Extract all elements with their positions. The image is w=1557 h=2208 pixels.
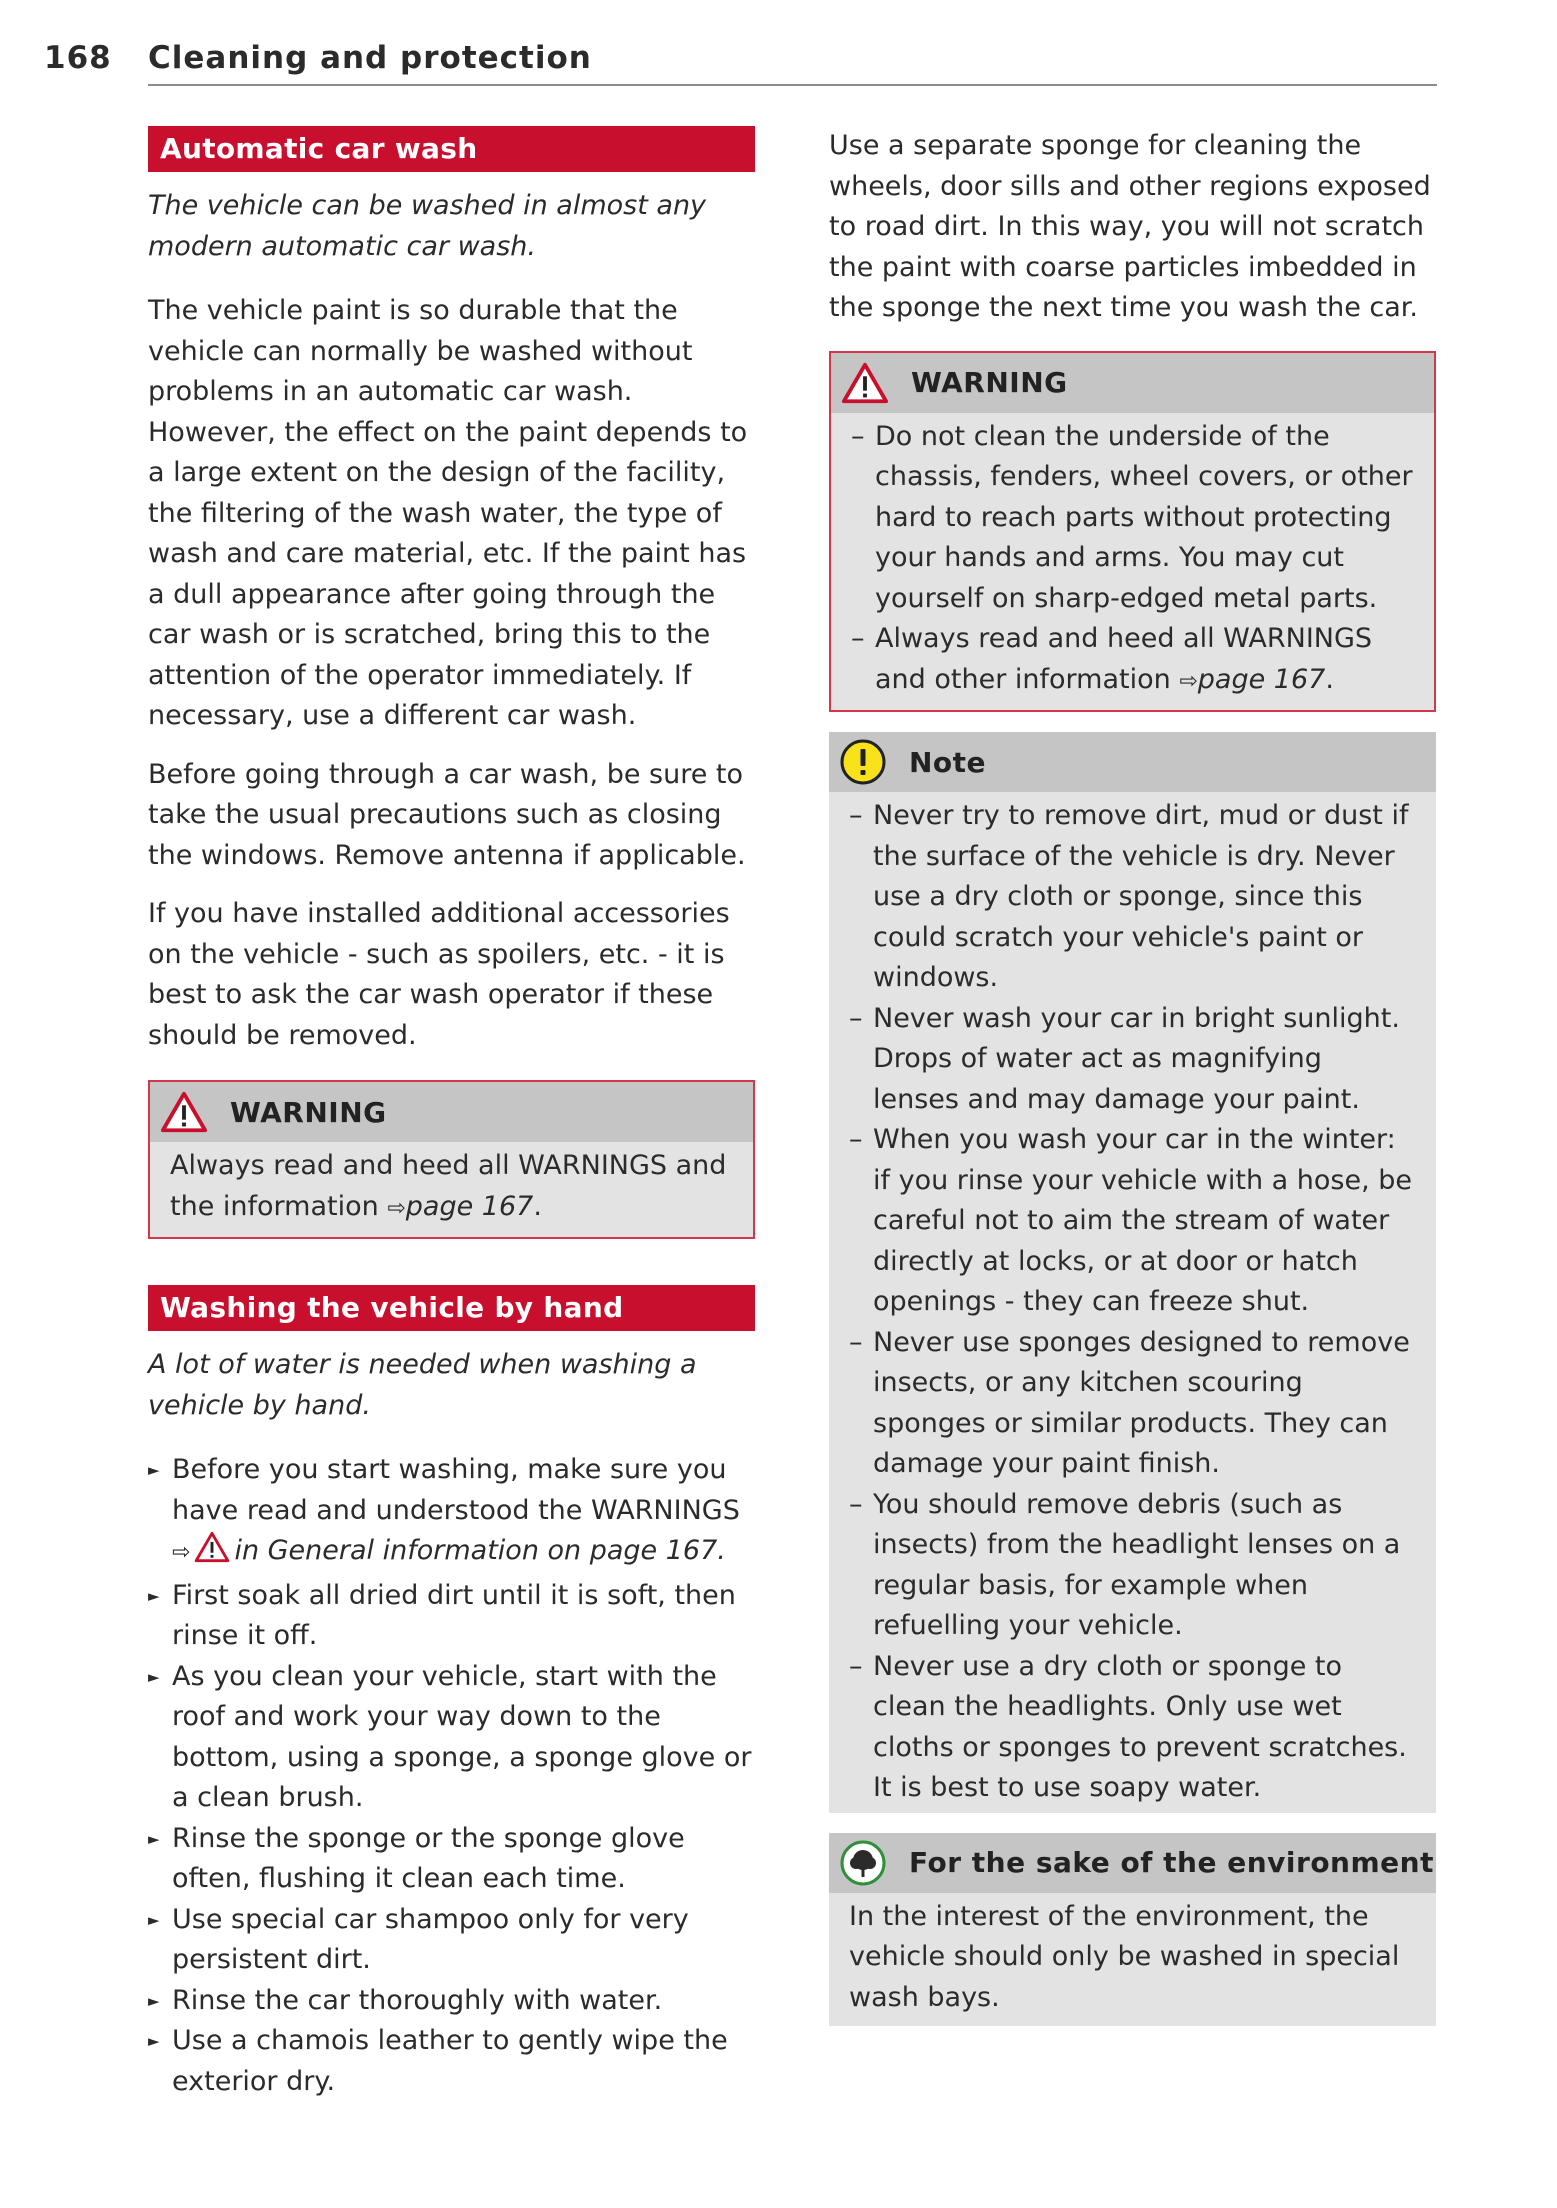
paragraph: If you have installed additional accessories on the vehicle - such as spoilers, etc. - it is best to ask the car wash operator if these should be removed.	[148, 898, 730, 1051]
note-exclamation-icon	[839, 738, 887, 786]
tree-environment-icon	[839, 1839, 887, 1887]
warning-title-bar	[150, 1082, 753, 1142]
list-item: – When you wash your car in the winter: if you rinse your vehicle with a hose, be careful not to aim the stream of water directly at locks, or at door or hatch openings - they can freeze shut.	[849, 1120, 1416, 1323]
list-item: – You should remove debris (such as insects) from the headlight lenses on a regular basis, for example when refuelling your vehicle.	[849, 1485, 1416, 1647]
warning-list	[851, 417, 1414, 703]
warning-title: WARNING	[911, 366, 1068, 399]
page-reference-link[interactable]: page 167	[1197, 663, 1326, 695]
note-title: Note	[909, 745, 987, 779]
note-list	[849, 796, 1416, 1809]
list-item: – Never wash your car in bright sunlight. Drops of water act as magnifying lenses and may damage your paint.	[849, 999, 1416, 1121]
list-item: ► As you clean your vehicle, start with the roof and work your way down to the bottom, using a sponge, a sponge glove or a clean brush.	[148, 1657, 755, 1819]
list-item: – Do not clean the underside of the chassis, fenders, wheel covers, or other hard to reach parts without protecting your hands and arms. You may cut yourself on sharp-edged metal parts.	[851, 417, 1414, 620]
list-item: – Never use a dry cloth or sponge to clean the headlights. Only use wet cloths or sponges to prevent scratches. It is best to use soapy water.	[849, 1647, 1416, 1809]
environment-title: For the sake of the environment	[909, 1846, 1434, 1879]
environment-box	[829, 1833, 1436, 2027]
environment-title-bar	[829, 1833, 1436, 1893]
section-heading-automatic-car-wash: Automatic car wash	[148, 126, 755, 172]
paragraph: Before going through a car wash, be sure to take the usual precautions such as closing the windows. Remove antenna if applicable.	[148, 758, 746, 871]
note-box	[829, 732, 1436, 1813]
list-item: ► Rinse the sponge or the sponge glove often, flushing it clean each time.	[148, 1819, 755, 1900]
arrow-ref-icon: ⇨	[387, 1195, 406, 1221]
list-item: ► Use a chamois leather to gently wipe the exterior dry.	[148, 2021, 755, 2102]
section-lead: A lot of water is needed when washing a vehicle by hand.	[148, 1349, 697, 1421]
warning-text: Always read and heed all WARNINGS and the information ⇨page 167.	[170, 1150, 727, 1222]
note-title-bar	[829, 732, 1436, 792]
warning-title: WARNING	[230, 1095, 387, 1129]
header-rule	[148, 84, 1437, 86]
right-column	[829, 126, 1436, 2026]
list-item: ► First soak all dried dirt until it is soft, then rinse it off.	[148, 1576, 755, 1657]
warning-triangle-icon	[841, 359, 889, 407]
page-number: 168	[44, 40, 112, 76]
warning-triangle-icon	[194, 1531, 230, 1576]
list-item: – Never use sponges designed to remove insects, or any kitchen scouring sponges or similar products. They can damage your paint finish.	[849, 1323, 1416, 1485]
list-item: – Always read and heed all WARNINGS and other information ⇨page 167.	[851, 619, 1414, 702]
arrow-ref-icon: ⇨	[172, 1540, 191, 1565]
page-reference-link[interactable]: page 167	[405, 1190, 534, 1222]
hand-wash-steps	[148, 1450, 755, 2102]
arrow-ref-icon: ⇨	[1179, 668, 1198, 694]
list-item: ► Before you start washing, make sure you have read and understood the WARNINGS ⇨ in General information on page 167.	[148, 1450, 755, 1576]
warning-triangle-icon	[160, 1088, 208, 1136]
section-heading-washing-by-hand: Washing the vehicle by hand	[148, 1285, 755, 1331]
warning-title-bar	[831, 353, 1434, 413]
warning-box	[148, 1080, 755, 1239]
list-item: ► Rinse the car thoroughly with water.	[148, 1981, 755, 2022]
page-reference-link[interactable]: in General information on page 167.	[234, 1535, 726, 1566]
list-item: – Never try to remove dirt, mud or dust if the surface of the vehicle is dry. Never use a dry cloth or sponge, since this could scratch your vehicle's paint or windows.	[849, 796, 1416, 999]
list-item: ► Use special car shampoo only for very persistent dirt.	[148, 1900, 755, 1981]
left-column	[148, 126, 755, 2102]
environment-text: In the interest of the environment, the vehicle should only be washed in special wash bays.	[849, 1900, 1400, 2013]
paragraph: Use a separate sponge for cleaning the wheels, door sills and other regions exposed to road dirt. In this way, you will not scratch the paint with coarse particles imbedded in the sponge the next time you wash the car.	[829, 130, 1431, 323]
page-title: Cleaning and protection	[148, 40, 592, 76]
paragraph: The vehicle paint is so durable that the vehicle can normally be washed without problems in an automatic car wash. However, the effect on the paint depends to a large extent on the design of the facility, the filtering of the wash water, the type of wash and care material, etc. If the paint has a dull appearance after going through the car wash or is scratched, bring this to the attention of the operator immediately. If necessary, use a different car wash.	[148, 295, 748, 731]
page-header	[44, 40, 1437, 86]
section-lead: The vehicle can be washed in almost any modern automatic car wash.	[148, 190, 707, 262]
warning-box	[829, 351, 1436, 713]
